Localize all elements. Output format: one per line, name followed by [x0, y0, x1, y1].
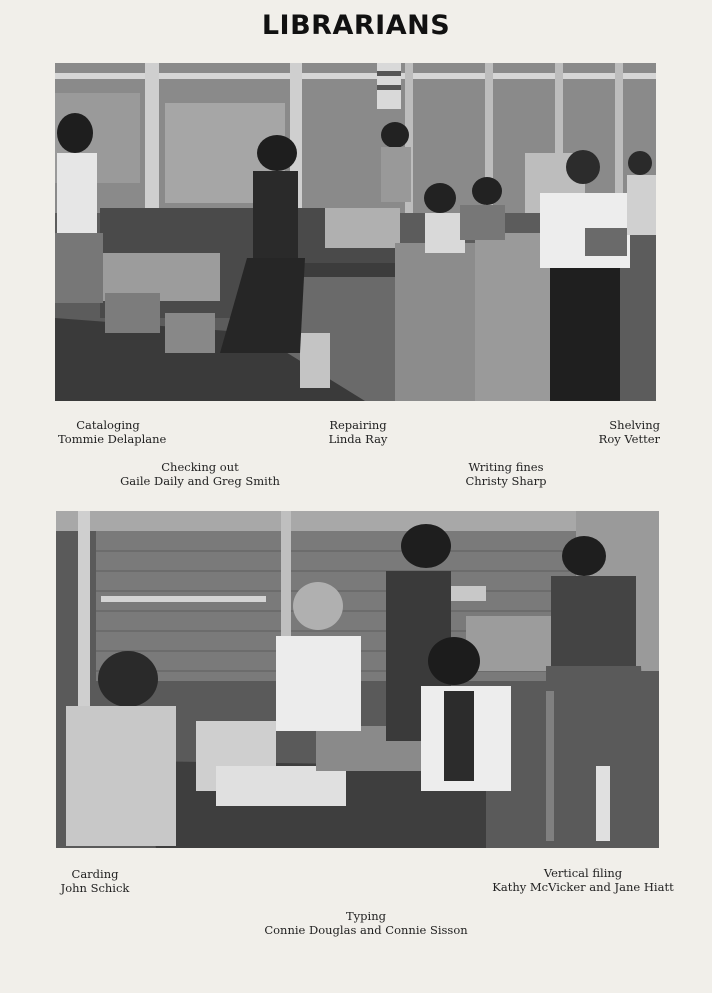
caption-names: Gaile Daily and Greg Smith: [120, 474, 280, 488]
caption-activity: Typing: [346, 909, 386, 923]
caption-cataloging: [58, 418, 178, 446]
caption-shelving: [560, 418, 660, 446]
caption-names: John Schick: [60, 881, 130, 895]
caption-repairing: [300, 418, 416, 446]
caption-activity: Checking out: [161, 460, 239, 474]
caption-typing: [256, 909, 476, 937]
caption-carding: [55, 867, 135, 895]
caption-activity: Repairing: [329, 418, 387, 432]
caption-names: Linda Ray: [328, 432, 388, 446]
caption-activity: Vertical filing: [543, 866, 623, 880]
caption-activity: Writing fines: [468, 460, 544, 474]
library-photo-bottom: [56, 511, 659, 848]
caption-activity: Shelving: [609, 418, 660, 432]
caption-activity: Carding: [71, 867, 119, 881]
caption-names: Roy Vetter: [598, 432, 660, 446]
caption-names: Christy Sharp: [465, 474, 547, 488]
caption-names: Tommie Delaplane: [58, 432, 167, 446]
caption-activity: Cataloging: [76, 418, 140, 432]
caption-names: Connie Douglas and Connie Sisson: [264, 923, 468, 937]
library-photo-top: [55, 63, 656, 401]
page-title: LIBRARIANS: [261, 10, 451, 41]
caption-vertical-filing: [488, 866, 678, 894]
caption-writing-fines: [455, 460, 557, 488]
caption-checking-out: [115, 460, 285, 488]
caption-names: Kathy McVicker and Jane Hiatt: [492, 880, 674, 894]
